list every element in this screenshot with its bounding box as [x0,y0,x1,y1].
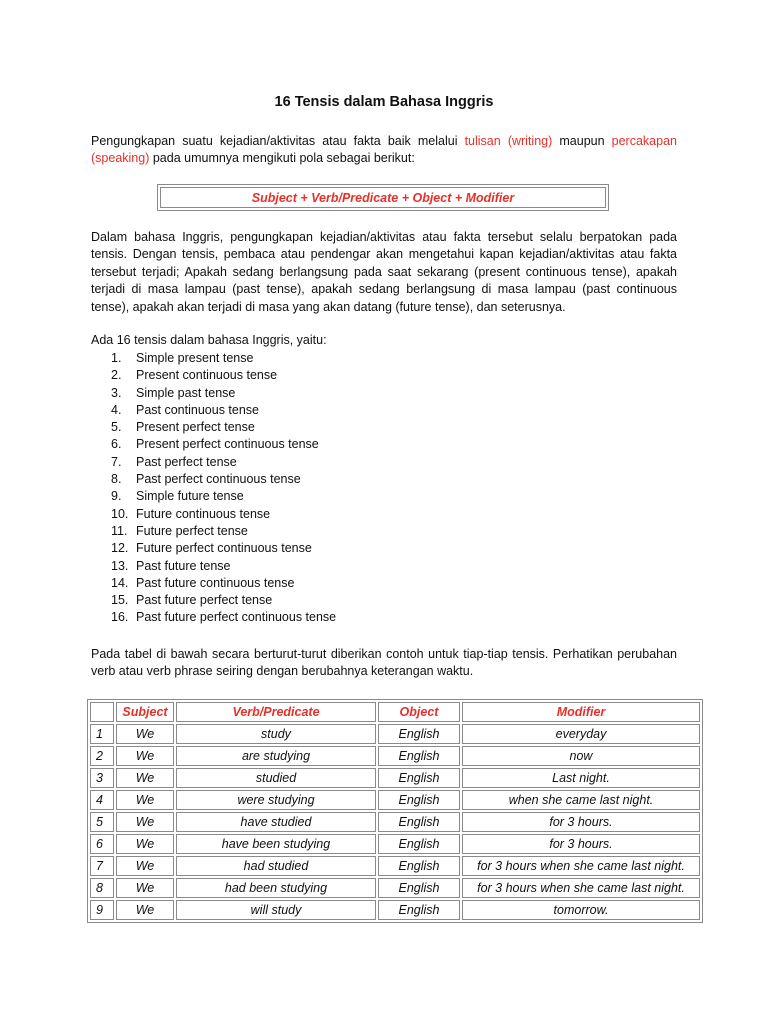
table-row [90,790,700,810]
explanation-paragraph: Dalam bahasa Inggris, pengungkapan kejadian/aktivitas atau fakta tersebut selalu berpatokan pada tensis. Dengan tensis, pembaca atau pendengar akan mengetahui kapan kejadian/aktivitas atau fakta tersebut terjadi; Apakah sedang berlangsung pada saat sekarang (present continuous tense), apakah terjadi di masa lampau (past tense), apakah sedang berlangsung di masa lampau (past continuous tense), apakah akan terjadi di masa yang akan datang (future tense), dan seterusnya. [91,230,677,314]
list-item-label: Simple past tense [136,385,236,400]
table-header-cell: Subject [116,702,174,722]
table-cell: for 3 hours. [462,812,700,832]
table-header-cell: Verb/Predicate [176,702,376,722]
table-cell: will study [176,900,376,920]
table-header-cell [90,702,114,722]
list-item-number: 5. [111,420,122,435]
table-cell: 4 [90,790,114,810]
list-item-label: Past future continuous tense [136,575,295,590]
table-row [90,856,700,876]
list-item-label: Past future perfect continuous tense [136,610,337,625]
list-item-number: 1. [111,351,122,365]
table-row [90,834,700,854]
page-title: 16 Tensis dalam Bahasa Inggris [274,94,494,110]
list-item-number: 13. [111,558,129,573]
list-item-number: 14. [111,575,129,590]
table-cell: English [378,790,460,810]
table-cell: English [378,900,460,920]
table-cell: tomorrow. [462,900,700,920]
table-cell: study [176,724,376,744]
table-cell: had studied [176,856,376,876]
table-cell: Last night. [462,768,700,788]
list-item-label: Present perfect continuous tense [136,437,319,452]
table-cell: have been studying [176,834,376,854]
table-header-cell: Object [378,702,460,722]
table-cell: 8 [90,878,114,898]
list-item-label: Past perfect tense [136,454,237,469]
list-intro: Ada 16 tensis dalam bahasa Inggris, yaitu: [91,333,327,347]
table-cell: English [378,812,460,832]
table-cell: English [378,834,460,854]
table-intro-paragraph: Pada tabel di bawah secara berturut-turut diberikan contoh untuk tiap-tiap tensis. Perhatikan perubahan verb atau verb phrase seiring dengan berubahnya keterangan waktu. [91,647,677,679]
list-item-label: Simple present tense [136,351,254,365]
list-item-number: 8. [111,472,122,487]
table-cell: for 3 hours. [462,834,700,854]
list-item-number: 6. [111,437,122,452]
table-cell: We [116,856,174,876]
table-cell: English [378,768,460,788]
list-item-label: Future perfect continuous tense [136,541,312,556]
table-row [90,878,700,898]
list-item-label: Present continuous tense [136,368,278,383]
table-cell: We [116,834,174,854]
table-row [90,724,700,744]
list-item-number: 4. [111,402,122,417]
table-header-row [90,702,700,722]
list-item-label: Past perfect continuous tense [136,472,301,487]
table-cell: 6 [90,834,114,854]
table-cell: We [116,724,174,744]
tense-table [87,699,703,923]
table-row [90,768,700,788]
intro-paragraph [91,133,677,168]
formula-box [157,184,609,211]
list-item-label: Past future perfect tense [136,593,273,608]
table-cell: were studying [176,790,376,810]
intro-text-3: pada umumnya mengikuti pola sebagai berikut: [149,151,415,166]
list-item-number: 3. [111,385,122,400]
table-cell: 1 [90,724,114,744]
table-cell: 5 [90,812,114,832]
table-cell: 7 [90,856,114,876]
list-item-label: Past continuous tense [136,402,259,417]
table-cell: English [378,878,460,898]
table-cell: We [116,790,174,810]
table-cell: 9 [90,900,114,920]
list-item-number: 9. [111,489,122,504]
table-cell: We [116,878,174,898]
table-cell: 2 [90,746,114,766]
list-item-number: 7. [111,454,122,469]
intro-speaking: percakapan (speaking) [91,134,677,166]
list-item-number: 16. [111,610,129,625]
table-row [90,900,700,920]
list-item-number: 2. [111,368,122,383]
formula-text: Subject + Verb/Predicate + Object + Modifier [160,187,606,208]
table-row [90,746,700,766]
table-cell: We [116,900,174,920]
list-item-label: Future perfect tense [136,523,248,538]
table-cell: 3 [90,768,114,788]
intro-text-2: maupun [552,134,612,148]
intro-text-1: Pengungkapan suatu kejadian/aktivitas atau fakta baik melalui [91,134,465,148]
list-item-label: Past future tense [136,558,231,573]
table-row [90,812,700,832]
table-cell: We [116,812,174,832]
table-header-cell: Modifier [462,702,700,722]
table-cell: English [378,724,460,744]
table-cell: We [116,746,174,766]
list-item-label: Present perfect tense [136,420,255,435]
table-cell: have studied [176,812,376,832]
table-cell: now [462,746,700,766]
table-cell: are studying [176,746,376,766]
list-item-number: 15. [111,593,129,608]
table-cell: when she came last night. [462,790,700,810]
table-cell: for 3 hours when she came last night. [462,856,700,876]
table-cell: everyday [462,724,700,744]
list-item-label: Simple future tense [136,489,244,504]
table-cell: English [378,856,460,876]
table-cell: English [378,746,460,766]
list-item-number: 12. [111,541,129,556]
table-cell: We [116,768,174,788]
list-item-number: 10. [111,506,129,521]
list-item-number: 11. [111,523,128,538]
table-cell: studied [176,768,376,788]
table-cell: had been studying [176,878,376,898]
table-cell: for 3 hours when she came last night. [462,878,700,898]
list-item-label: Future continuous tense [136,506,271,521]
intro-writing: tulisan (writing) [464,134,553,148]
